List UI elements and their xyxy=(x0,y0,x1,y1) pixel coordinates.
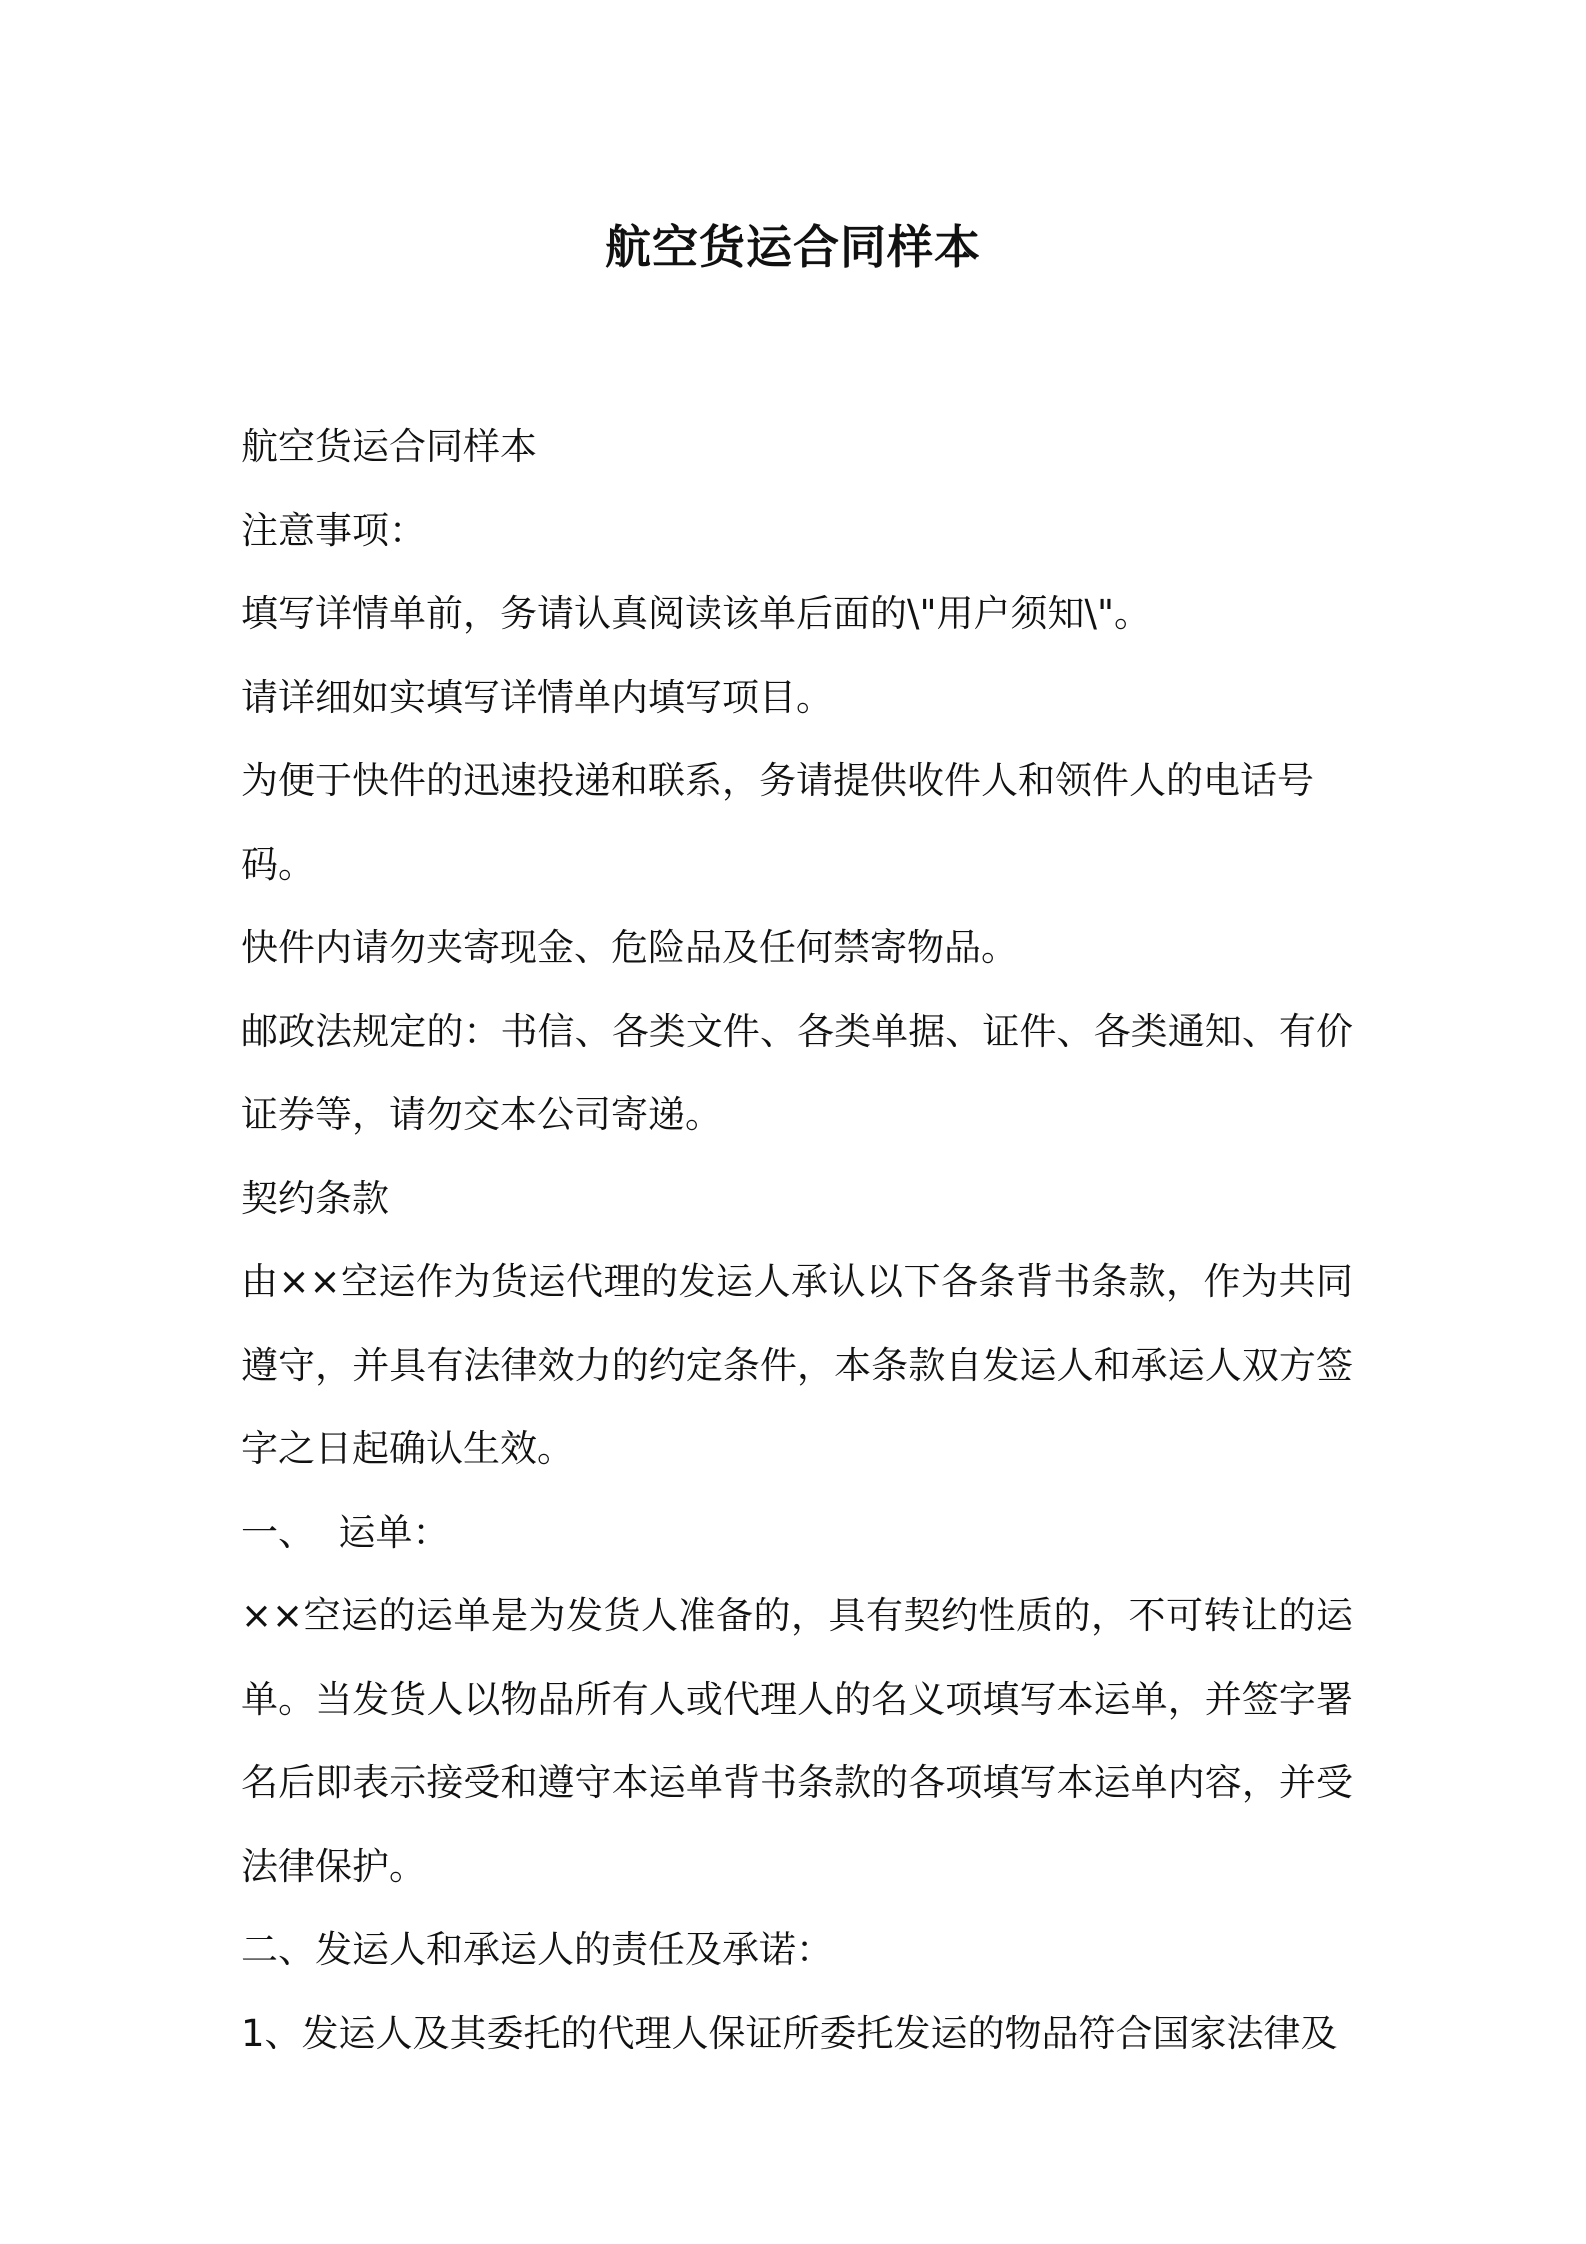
paragraph-notice-heading: 注意事项： xyxy=(241,508,426,552)
paragraph-notice-4: 快件内请勿夹寄现金、危险品及任何禁寄物品。 xyxy=(241,926,1018,969)
paragraph-notice-3: 为便于快件的迅速投递和联系，务请提供收件人和领件人的电话号码。 xyxy=(241,759,1314,886)
paragraph-section-2-item-1: 1、发运人及其委托的代理人保证所委托发运的物品符合国家法律及 xyxy=(241,2011,1338,2055)
paragraph-section-1-heading: 一、 运单： xyxy=(241,1510,450,1554)
document-body xyxy=(241,405,1353,2075)
paragraph-notice-5: 邮政法规定的：书信、各类文件、各类单据、证件、各类通知、有价证券等，请勿交本公司寄递。 xyxy=(241,1009,1353,1136)
document-title: 航空货运合同样本 xyxy=(605,220,981,274)
paragraph-terms-intro: 由××空运作为货运代理的发运人承认以下各条背书条款，作为共同遵守，并具有法律效力的约定条件，本条款自发运人和承运人双方签字之日起确认生效。 xyxy=(241,1260,1353,1470)
paragraph-notice-1: 填写详情单前，务请认真阅读该单后面的\"用户须知\"。 xyxy=(241,592,1151,635)
paragraph-section-1-body: ××空运的运单是为发货人准备的，具有契约性质的，不可转让的运单。当发货人以物品所有人或代理人的名义项填写本运单，并签字署名后即表示接受和遵守本运单背书条款的各项填写本运单内容，并受法律保护。 xyxy=(241,1594,1353,1888)
paragraph-terms-heading: 契约条款 xyxy=(241,1176,389,1220)
paragraph-section-2-heading: 二、发运人和承运人的责任及承诺： xyxy=(241,1928,833,1971)
paragraph-heading: 航空货运合同样本 xyxy=(241,425,537,468)
paragraph-notice-2: 请详细如实填写详情单内填写项目。 xyxy=(241,675,833,719)
